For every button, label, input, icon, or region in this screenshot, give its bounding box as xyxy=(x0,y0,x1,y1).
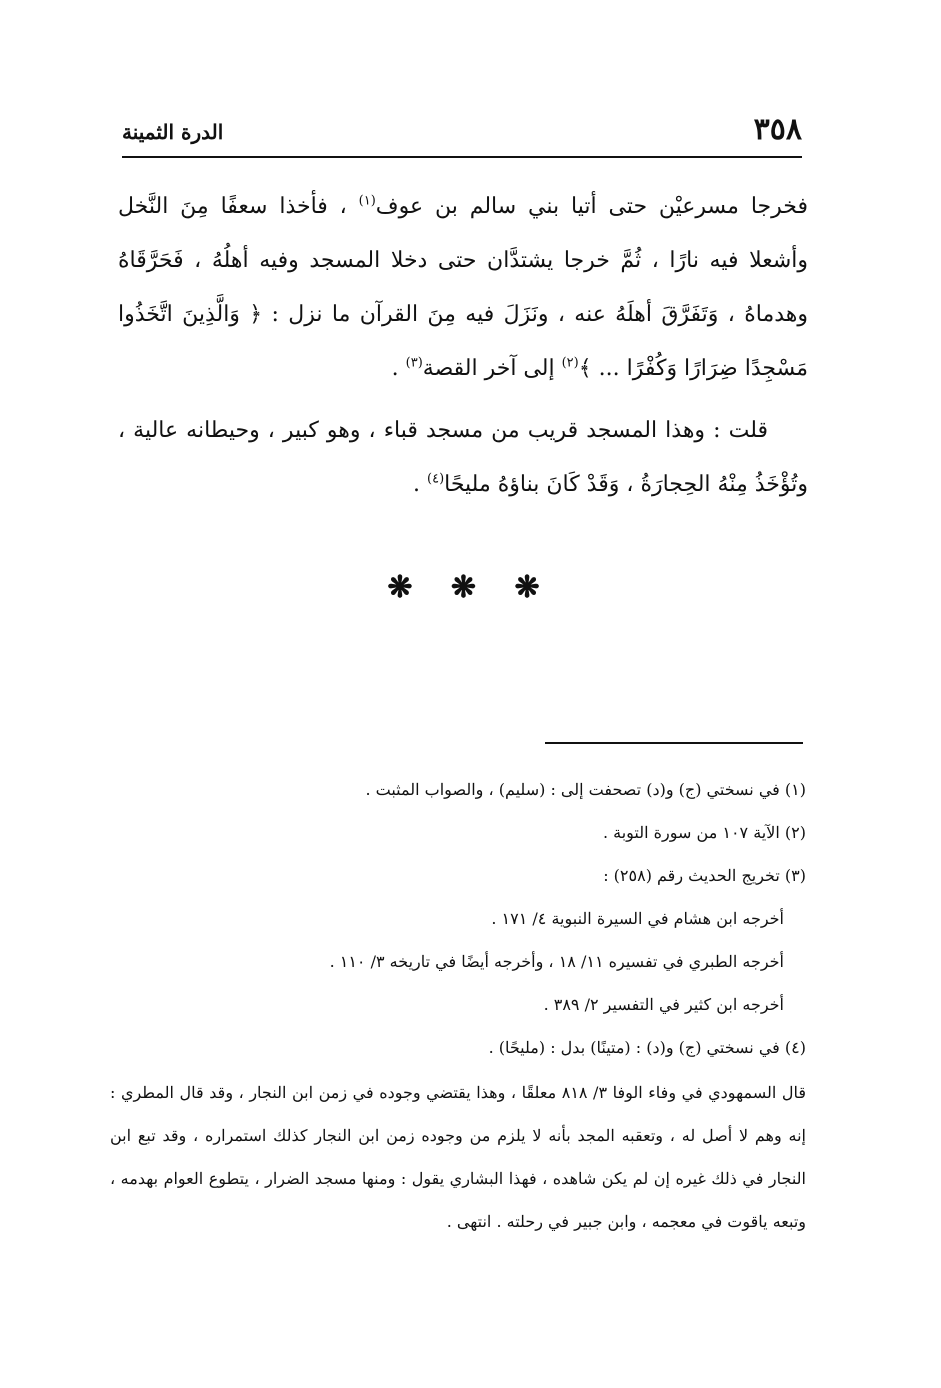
section-separator: ❋ ❋ ❋ xyxy=(387,570,554,605)
footnote-3: (٣) تخريج الحديث رقم (٢٥٨) : xyxy=(603,866,806,885)
footnote-3-source-2: أخرجه الطبري في تفسيره ١١/ ١٨ ، وأخرجه أيضًا في تاريخه ٣/ ١١٠ . xyxy=(329,952,784,971)
footnote-ref-4[interactable]: (٤) xyxy=(427,471,445,487)
paragraph-1-part-4: . xyxy=(391,356,406,381)
header-rule xyxy=(122,156,802,158)
page-header xyxy=(122,110,802,154)
footnote-ref-3[interactable]: (٣) xyxy=(405,355,423,371)
footnote-4-commentary: قال السمهودي في وفاء الوفا ٣/ ٨١٨ معلقًا ، وهذا يقتضي وجوده في زمن ابن النجار ، وقد قال المطري : إنه وهم لا أصل له ، وتعقبه المجد بأنه لا يلزم من وجوده زمن ابن النجار كذلك استمراره ، وقد تبع ابن النجار في ذلك غيره إن لم يكن شاهده ، فهذا البشاري يقول : ومنها مسجد الضرار ، يتطوع العوام بهدمه ، وتبعه ياقوت في معجمه ، وابن جبير في رحلته . انتهى . xyxy=(110,1083,807,1231)
paragraph-2-part-1: قلت : وهذا المسجد قريب من مسجد قباء ، وهو كبير ، وحيطانه عالية ، وتُؤْخَذُ مِنْهُ الحِجارَةُ ، وَقَدْ كَانَ بناؤهُ مليحًا xyxy=(118,418,808,497)
paragraph-1-part-3: إلى آخر القصة xyxy=(422,356,562,381)
paragraph-2-part-2: . xyxy=(413,472,427,497)
footnote-3-source-3: أخرجه ابن كثير في التفسير ٢/ ٣٨٩ . xyxy=(543,995,784,1014)
footnote-2: (٢) الآية ١٠٧ من سورة التوبة . xyxy=(602,823,806,842)
footnote-ref-1[interactable]: (١) xyxy=(358,193,376,209)
footnote-ref-2[interactable]: (٢) xyxy=(561,355,579,371)
page-number: ٣٥٨ xyxy=(753,112,802,147)
main-text xyxy=(118,180,808,512)
footnote-3-source-1: أخرجه ابن هشام في السيرة النبوية ٤/ ١٧١ . xyxy=(491,909,784,928)
paragraph-2 xyxy=(118,404,808,512)
running-title: الدرة الثمينة xyxy=(122,120,224,144)
footnote-1: (١) في نسختي (ج) و(د) تصحفت إلى : (سليم) ، والصواب المثبت . xyxy=(365,780,806,799)
footnote-rule xyxy=(545,742,803,744)
paragraph-1-part-1: فخرجا مسرعيْن حتى أتيا بني سالم بن عوف xyxy=(375,194,808,219)
footnote-4: (٤) في نسختي (ج) و(د) : (متينًا) بدل : (مليحًا) . xyxy=(488,1038,806,1057)
footnotes xyxy=(110,768,806,1243)
paragraph-1 xyxy=(118,180,808,396)
paragraph-1-part-2: ، فأخذا سعفًا مِنَ النَّخل وأشعلا فيه نارًا ، ثُمَّ خرجا يشتدَّان حتى دخلا المسجد وفيه أهلُهُ ، فَحَرَّقَاهُ وهدماهُ ، وَتَفَرَّقَ أهلَهُ عنه ، ونَزَلَ فيه مِنَ القرآن ما نزل : ﴿ وَالَّذِينَ اتَّخَذُوا مَسْجِدًا ضِرَارًا وَكُفْرًا ... ﴾ xyxy=(118,194,808,381)
